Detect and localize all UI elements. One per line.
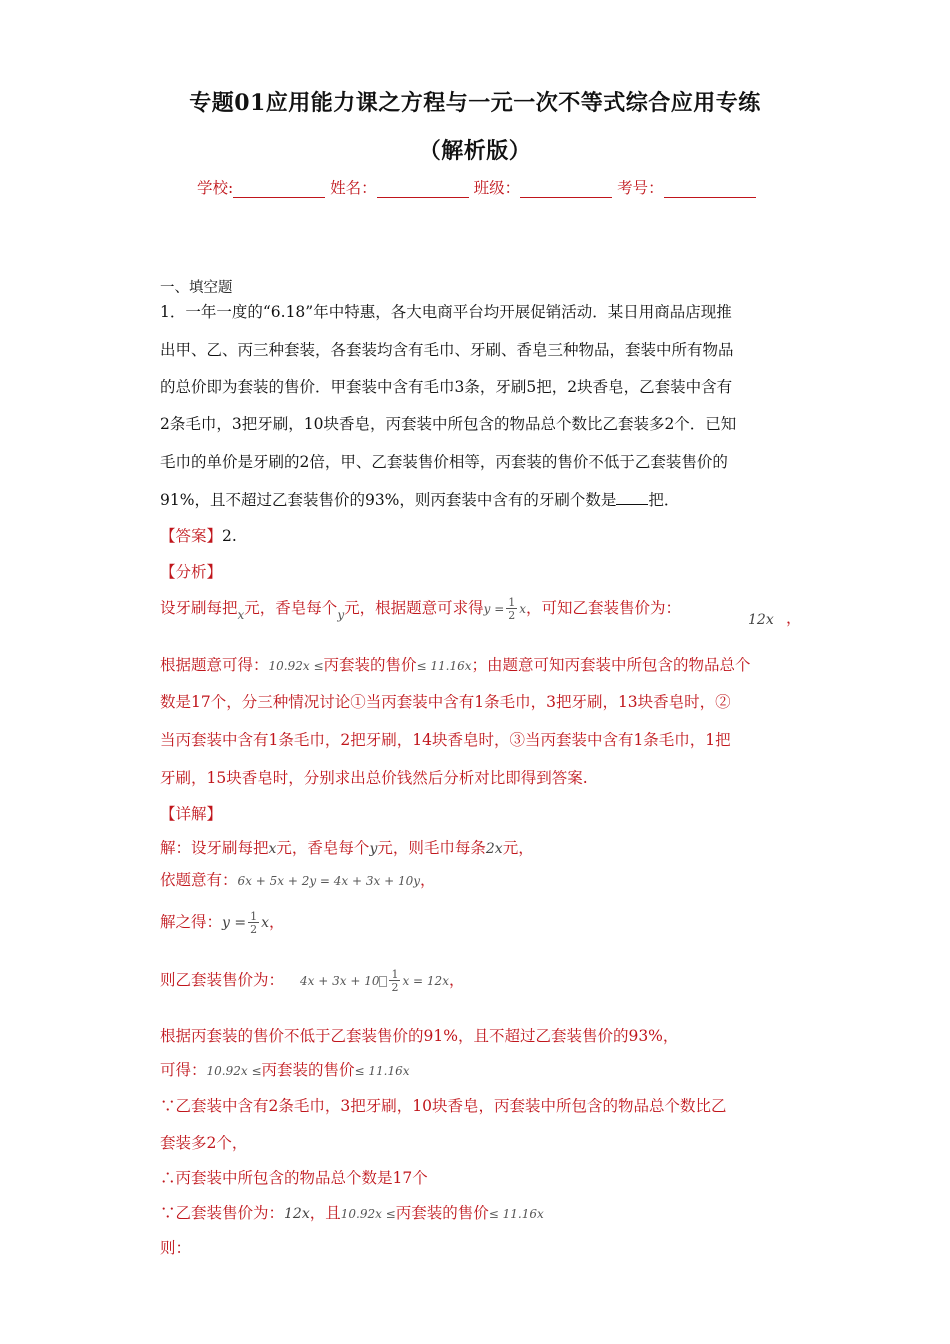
detail-text: 元，香皂每个 bbox=[276, 839, 370, 857]
question-line-5: 毛巾的单价是牙刷的2倍，甲、乙套装售价相等，丙套装的售价不低于乙套装售价的 bbox=[160, 453, 728, 471]
missing-glyph-box bbox=[379, 976, 387, 987]
math-2x: 2x bbox=[485, 841, 503, 857]
analysis-text: 根据题意可得： bbox=[160, 656, 269, 674]
fraction-denominator: 2 bbox=[508, 609, 516, 622]
question-line-6-end: 把． bbox=[648, 491, 680, 509]
question-line-6 bbox=[160, 488, 679, 510]
detail-text: 解之得： bbox=[160, 913, 223, 931]
name-label: 姓名： bbox=[330, 179, 377, 197]
detail-text: ∵乙套装售价为： bbox=[160, 1204, 285, 1222]
detail-line-6 bbox=[160, 1058, 410, 1080]
math-fraction bbox=[248, 911, 259, 935]
class-label: 班级： bbox=[473, 179, 521, 197]
detail-text: 依题意有： bbox=[160, 871, 238, 889]
math-ineq-left: 10.92x ≤ bbox=[206, 1064, 262, 1078]
analysis-line-2 bbox=[160, 653, 751, 675]
exam-no-label: 考号： bbox=[617, 179, 664, 197]
detail-text: 可得： bbox=[160, 1061, 207, 1079]
detail-line-3 bbox=[160, 910, 285, 935]
detail-line-8: 套装多2个， bbox=[160, 1134, 248, 1152]
question-line-4: 2条毛巾，3把牙刷，10块香皂，丙套装中所包含的物品总个数比乙套装多2个．已知 bbox=[160, 415, 737, 433]
analysis-text: 元，根据题意可求得 bbox=[344, 599, 484, 617]
math-ineq-right: ≤ 11.16x bbox=[416, 659, 472, 673]
question-line-1: 1．一年一度的“6.18”年中特惠，各大电商平台均开展促销活动．某日用商品店现推 bbox=[160, 303, 732, 321]
analysis-text: 元，香皂每个 bbox=[244, 599, 338, 617]
math-ineq-right: ≤ 11.16x bbox=[354, 1064, 410, 1078]
detail-label: 【详解】 bbox=[160, 805, 223, 823]
analysis-line-5: 牙刷，15块香皂时，分别求出总价钱然后分析对比即得到答案. bbox=[160, 769, 588, 787]
detail-text: ， bbox=[448, 971, 465, 989]
math-var-x: x bbox=[268, 841, 277, 857]
math-equation: 6x + 5x + 2y = 4x + 3x + 10y bbox=[237, 874, 421, 888]
detail-text: 丙套装的售价 bbox=[395, 1204, 489, 1222]
detail-line-2 bbox=[160, 868, 436, 890]
analysis-text: 丙套装的售价 bbox=[323, 656, 417, 674]
math-12x: 12x bbox=[284, 1206, 310, 1222]
math-12x: 12x bbox=[748, 612, 774, 628]
question-line-2: 出甲、乙、丙三种套装，各套装均含有毛巾、牙刷、香皂三种物品，套装中所有物品 bbox=[160, 341, 734, 359]
detail-text: ，且 bbox=[309, 1204, 341, 1222]
detail-text: 则乙套装售价为： bbox=[160, 971, 285, 989]
analysis-label: 【分析】 bbox=[160, 563, 223, 581]
detail-line-10 bbox=[160, 1201, 544, 1223]
name-blank[interactable] bbox=[377, 196, 469, 198]
detail-line-4 bbox=[160, 968, 464, 993]
math-fraction bbox=[506, 597, 517, 621]
fraction-denominator: 2 bbox=[391, 981, 399, 994]
fraction-numerator: 1 bbox=[391, 968, 399, 981]
analysis-text: 设牙刷每把 bbox=[160, 599, 238, 617]
answer-value: 2. bbox=[222, 527, 237, 545]
question-line-3: 的总价即为套装的售价．甲套装中含有毛巾3条，牙刷5把，2块香皂，乙套装中含有 bbox=[160, 378, 733, 396]
analysis-line-3: 数是17个，分三种情况讨论①当丙套装中含有1条毛巾，3把牙刷，13块香皂时，② bbox=[160, 693, 731, 711]
math-fraction bbox=[389, 969, 400, 993]
page-subtitle: （解析版） bbox=[418, 138, 532, 164]
math-expression: 4x + 3x + 10 bbox=[300, 974, 380, 988]
math-var-y: y bbox=[337, 608, 345, 622]
math-ineq-right: ≤ 11.16x bbox=[488, 1207, 544, 1221]
math-expression: x = 12x bbox=[402, 974, 449, 988]
detail-line-11: 则： bbox=[160, 1239, 192, 1257]
exam-no-blank[interactable] bbox=[664, 196, 756, 198]
class-blank[interactable] bbox=[520, 196, 612, 198]
detail-line-1 bbox=[160, 836, 534, 858]
analysis-line-1 bbox=[160, 596, 681, 621]
math-var-x: x bbox=[519, 602, 527, 616]
detail-line-9: ∴丙套装中所包含的物品总个数是17个 bbox=[160, 1169, 428, 1187]
detail-text: ， bbox=[420, 871, 436, 889]
answer-line bbox=[160, 524, 237, 546]
school-label: 学校: bbox=[197, 179, 234, 197]
detail-text: 元， bbox=[502, 839, 534, 857]
math-y-eq: y = bbox=[483, 602, 505, 616]
analysis-text: ，可知乙套装售价为： bbox=[526, 599, 682, 617]
math-ineq-left: 10.92x ≤ bbox=[340, 1207, 396, 1221]
detail-line-5: 根据丙套装的售价不低于乙套装售价的91%，且不超过乙套装售价的93%， bbox=[160, 1027, 679, 1045]
answer-label: 【答案】 bbox=[160, 527, 223, 545]
info-line bbox=[197, 176, 756, 198]
page-title: 专题01应用能力课之方程与一元一次不等式综合应用专练 bbox=[189, 90, 761, 116]
detail-line-7: ∵乙套装中含有2条毛巾，3把牙刷，10块香皂，丙套装中所包含的物品总个数比乙 bbox=[160, 1097, 727, 1115]
section-heading: 一、填空题 bbox=[160, 280, 233, 296]
question-line-6-text: 91%，且不超过乙套装售价的93%，则丙套装中含有的牙刷个数是 bbox=[160, 491, 617, 509]
fraction-denominator: 2 bbox=[250, 923, 258, 936]
detail-text: 解：设牙刷每把 bbox=[160, 839, 269, 857]
detail-text: 丙套装的售价 bbox=[261, 1061, 355, 1079]
math-var-x: x bbox=[261, 915, 270, 931]
analysis-text: ；由题意可知丙套装中所包含的物品总个 bbox=[471, 656, 751, 674]
math-y-eq: y = bbox=[222, 915, 247, 931]
school-blank[interactable] bbox=[233, 196, 325, 198]
detail-text: 元，则毛巾每条 bbox=[377, 839, 486, 857]
answer-blank[interactable] bbox=[616, 503, 648, 505]
analysis-line-4: 当丙套装中含有1条毛巾，2把牙刷，14块香皂时，③当丙套装中含有1条毛巾，1把 bbox=[160, 731, 731, 749]
math-var-x: x bbox=[237, 608, 245, 622]
math-var-y: y bbox=[369, 841, 378, 857]
fraction-numerator: 1 bbox=[250, 910, 258, 923]
analysis-comma: ， bbox=[786, 609, 802, 627]
math-ineq-left: 10.92x ≤ bbox=[268, 659, 324, 673]
detail-text: ， bbox=[269, 913, 285, 931]
fraction-numerator: 1 bbox=[508, 596, 516, 609]
